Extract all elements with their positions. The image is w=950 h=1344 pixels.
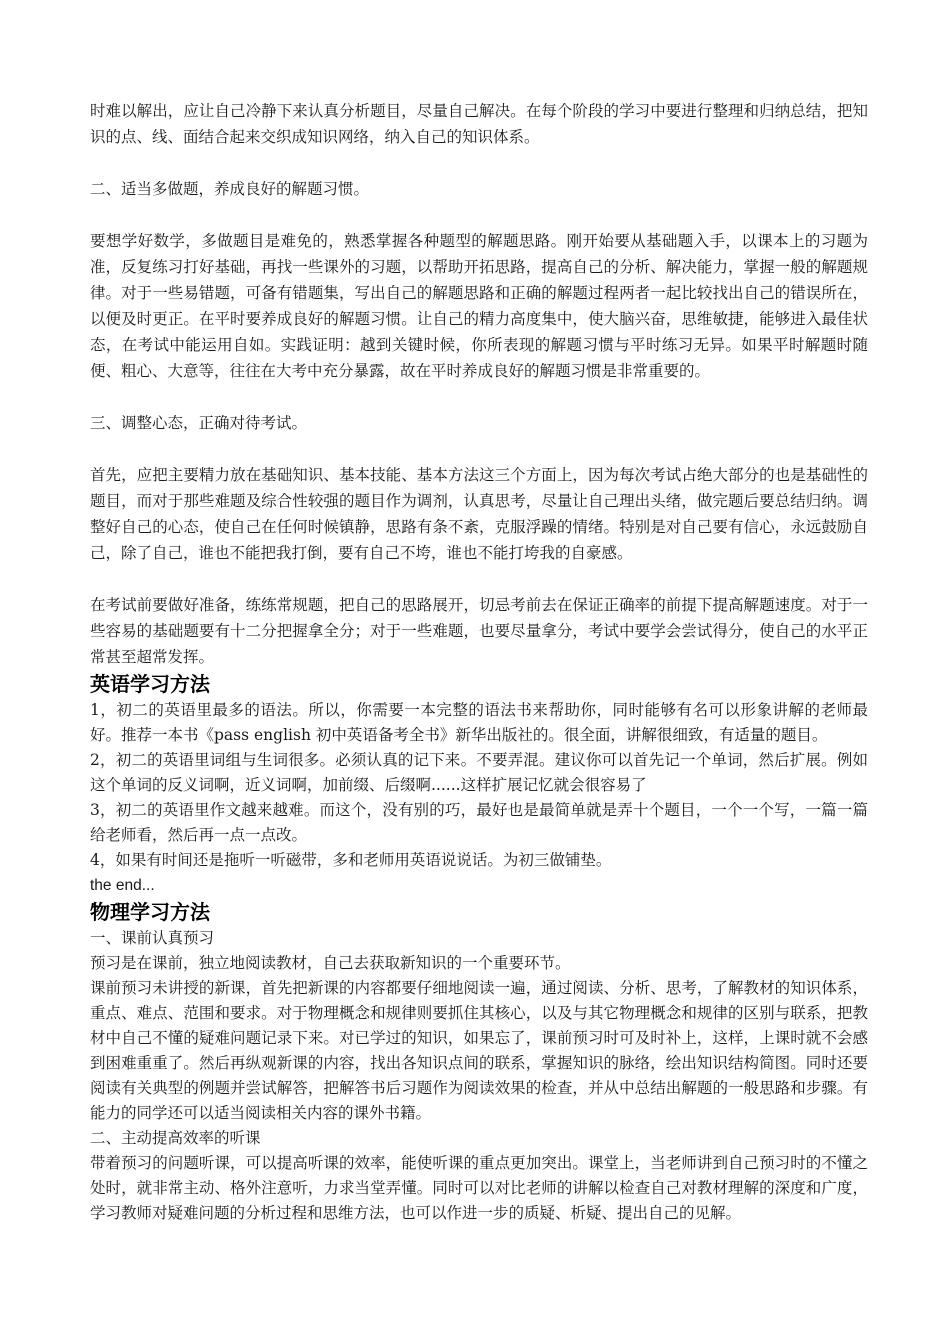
math-section-3-paragraph: 首先，应把主要精力放在基础知识、基本技能、基本方法这三个方面上，因为每次考试占绝大部分的也是基础性的题目，而对于那些难题及综合性较强的题目作为调剂，认真思考，尽量让自己理出头绪，做完题后要总结归纳。调整好自己的心态，使自己在任何时候镇静，思路有条不紊，克服浮躁的情绪。特别是对自己要有信心，永远鼓励自己，除了自己，谁也不能把我打倒，要有自己不垮，谁也不能打垮我的自豪感。: [90, 466, 868, 562]
math-section-3-paragraph-2: 在考试前要做好准备，练练常规题，把自己的思路展开，切忌考前去在保证正确率的前提下提高解题速度。对于一些容易的基础题要有十二分把握拿全分；对于一些难题，也要尽量拿分，考试中要学会尝试得分，使自己的水平正常甚至超常发挥。: [90, 596, 868, 666]
english-item-2: 2，初二的英语里词组与生词很多。必须认真的记下来。不要弄混。建议你可以首先记一个单词，然后扩展。例如这个单词的反义词啊，近义词啊，加前缀、后缀啊......这样扩展记忆就会很容易了: [90, 751, 868, 794]
english-item-4: 4，如果有时间还是拖听一听磁带，多和老师用英语说说话。为初三做铺垫。: [90, 851, 612, 869]
math-section-2-paragraph: 要想学好数学，多做题目是难免的，熟悉掌握各种题型的解题思路。刚开始要从基础题入手，以课本上的习题为准，反复练习打好基础，再找一些课外的习题，以帮助开拓思路，提高自己的分析、解决能力，掌握一般的解题规律。对于一些易错题，可备有错题集，写出自己的解题思路和正确的解题过程两者一起比较找出自己的错误所在，以便及时更正。在平时要养成良好的解题习惯。让自己的精力高度集中，使大脑兴奋，思维敏捷，能够进入最佳状态，在考试中能运用自如。实践证明：越到关键时候，你所表现的解题习惯与平时练习无异。如果平时解题时随便、粗心、大意等，往往在大考中充分暴露，故在平时养成良好的解题习惯是非常重要的。: [90, 232, 868, 380]
math-intro-paragraph: 时难以解出，应让自己冷静下来认真分析题目，尽量自己解决。在每个阶段的学习中要进行整理和归纳总结，把知识的点、线、面结合起来交织成知识网络，纳入自己的知识体系。: [90, 102, 868, 146]
english-section-title: 英语学习方法: [90, 672, 210, 696]
physics-subsection-2-heading: 二、主动提高效率的听课: [90, 1129, 261, 1147]
english-item-3: 3，初二的英语里作文越来越难。而这个，没有别的巧，最好也是最简单就是弄十个题目，一个一个写，一篇一篇给老师看，然后再一点一点改。: [90, 801, 868, 844]
math-section-2-heading: 二、适当多做题，养成良好的解题习惯。: [90, 180, 370, 198]
physics-subsection-1-paragraph-1: 预习是在课前，独立地阅读教材，自己去获取新知识的一个重要环节。: [90, 954, 571, 972]
document-page: [90, 98, 868, 1226]
physics-subsection-1-heading: 一、课前认真预习: [90, 929, 215, 947]
math-section-3-heading: 三、调整心态，正确对待考试。: [90, 414, 308, 432]
english-item-1: 1，初二的英语里最多的语法。所以，你需要一本完整的语法书来帮助你，同时能够有名可以形象讲解的老师最好。推荐一本书《pass english 初中英语备考全书》新华出版社的。很全面，讲解很细致，有适量的题目。: [90, 701, 868, 744]
english-end-text: the end...: [90, 877, 155, 894]
physics-section-title: 物理学习方法: [90, 900, 210, 924]
physics-subsection-1-paragraph-2: 课前预习未讲授的新课，首先把新课的内容都要仔细地阅读一遍，通过阅读、分析、思考，了解教材的知识体系，重点、难点、范围和要求。对于物理概念和规律则要抓住其核心，以及与其它物理概念和规律的区别与联系，把教材中自己不懂的疑难问题记录下来。对已学过的知识，如果忘了，课前预习时可及时补上，这样，上课时就不会感到困难重重了。然后再纵观新课的内容，找出各知识点间的联系，掌握知识的脉络，绘出知识结构简图。同时还要阅读有关典型的例题并尝试解答，把解答书后习题作为阅读效果的检查，并从中总结出解题的一般思路和步骤。有能力的同学还可以适当阅读相关内容的课外书籍。: [90, 979, 868, 1122]
physics-subsection-2-paragraph-1: 带着预习的问题听课，可以提高听课的效率，能使听课的重点更加突出。课堂上，当老师讲到自己预习时的不懂之处时，就非常主动、格外注意听，力求当堂弄懂。同时可以对比老师的讲解以检查自己对教材理解的深度和广度，学习教师对疑难问题的分析过程和思维方法，也可以作进一步的质疑、析疑、提出自己的见解。: [90, 1154, 868, 1222]
